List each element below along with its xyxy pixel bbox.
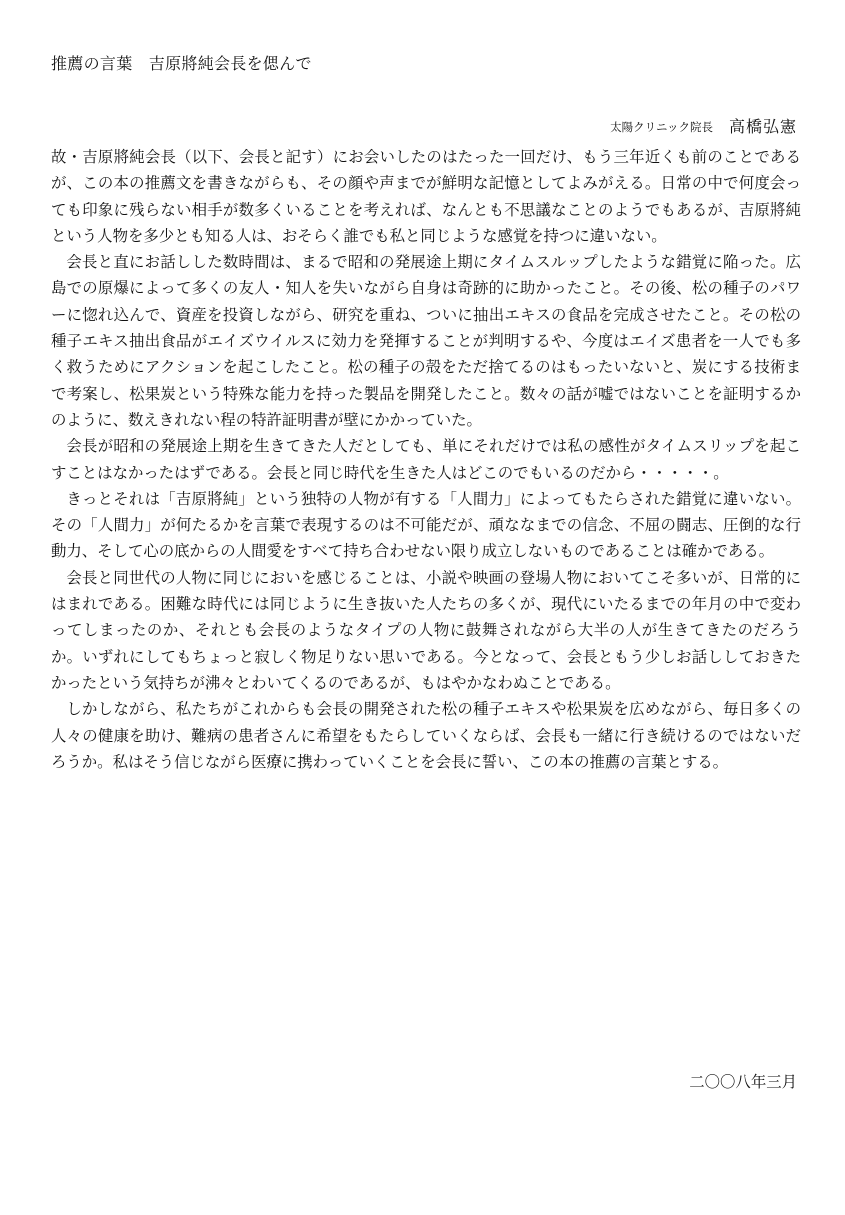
author-line — [610, 116, 797, 138]
paragraph-2: 会長と直にお話しした数時間は、まるで昭和の発展途上期にタイムスルップしたような錯覚に陥った。広島での原爆によって多くの友人・知人を失いながら自身は奇跡的に助かったこと。その後、松の種子のパワーに惚れ込んで、資産を投資しながら、研究を重ね、ついに抽出エキスの食品を完成させたこと。その松の種子エキス抽出食品がエイズウイルスに効力を発揮することが判明するや、今度はエイズ患者を一人でも多く救うためにアクションを起こしたこと。松の種子の殻をただ捨てるのはもったいないと、炭にする技術まで考案し、松果炭という特殊な能力を持った製品を開発したこと。数々の話が嘘ではないことを証明するかのように、数えきれない程の特許証明書が壁にかかっていた。 — [51, 253, 801, 429]
author-name: 高橋弘憲 — [728, 117, 797, 136]
paragraph-6: しかしながら、私たちがこれからも会長の開発された松の種子エキスや松果炭を広めながら、毎日多くの人々の健康を助け、難病の患者さんに希望をもたらしていくならば、会長も一緒に行き続けるのではないだろうか。私はそう信じながら医療に携わっていくことを会長に誓い、この本の推薦の言葉とする。 — [51, 700, 801, 771]
paragraph-5: 会長と同世代の人物に同じにおいを感じることは、小説や映画の登場人物においてこそ多いが、日常的にはまれである。困難な時代には同じように生き抜いた人たちの多くが、現代にいたるまでの年月の中で変わってしまったのか、それとも会長のようなタイプの人物に鼓舞されながら大半の人が生きてきたのだろうか。いずれにしてもちょっと寂しく物足りない思いである。今となって、会長ともう少しお話ししておきたかったという気持ちが沸々とわいてくるのであるが、もはやかなわぬことである。 — [51, 568, 801, 692]
document-body — [51, 144, 801, 775]
author-affiliation: 太陽クリニック院長 — [610, 120, 713, 134]
paragraph-1: 故・吉原將純会長（以下、会長と記す）にお会いしたのはたった一回だけ、もう三年近くも前のことであるが、この本の推薦文を書きながらも、その顔や声までが鮮明な記憶としてよみがえる。日常の中で何度会っても印象に残らない相手が数多くいることを考えれば、なんとも不思議なことのようでもあるが、吉原將純という人物を多少とも知る人は、おそらく誰でも私と同じような感覚を持つに違いない。 — [51, 148, 801, 245]
paragraph-4: きっとそれは「吉原將純」という独特の人物が有する「人間力」によってもたらされた錯覚に違いない。その「人間力」が何たるかを言葉で表現するのは不可能だが、頑ななまでの信念、不屈の闘志、圧倒的な行動力、そして心の底からの人間愛をすべて持ち合わせない限り成立しないものであることは確かである。 — [51, 489, 801, 561]
document-date: 二〇〇八年三月 — [689, 1073, 797, 1091]
document-title: 推薦の言葉 吉原將純会長を偲んで — [51, 54, 312, 73]
paragraph-3: 会長が昭和の発展途上期を生きてきた人だとしても、単にそれだけでは私の感性がタイムスリップを起こすことはなかったはずである。会長と同じ時代を生きた人はどこのでもいるのだから・・・・・。 — [51, 437, 801, 482]
